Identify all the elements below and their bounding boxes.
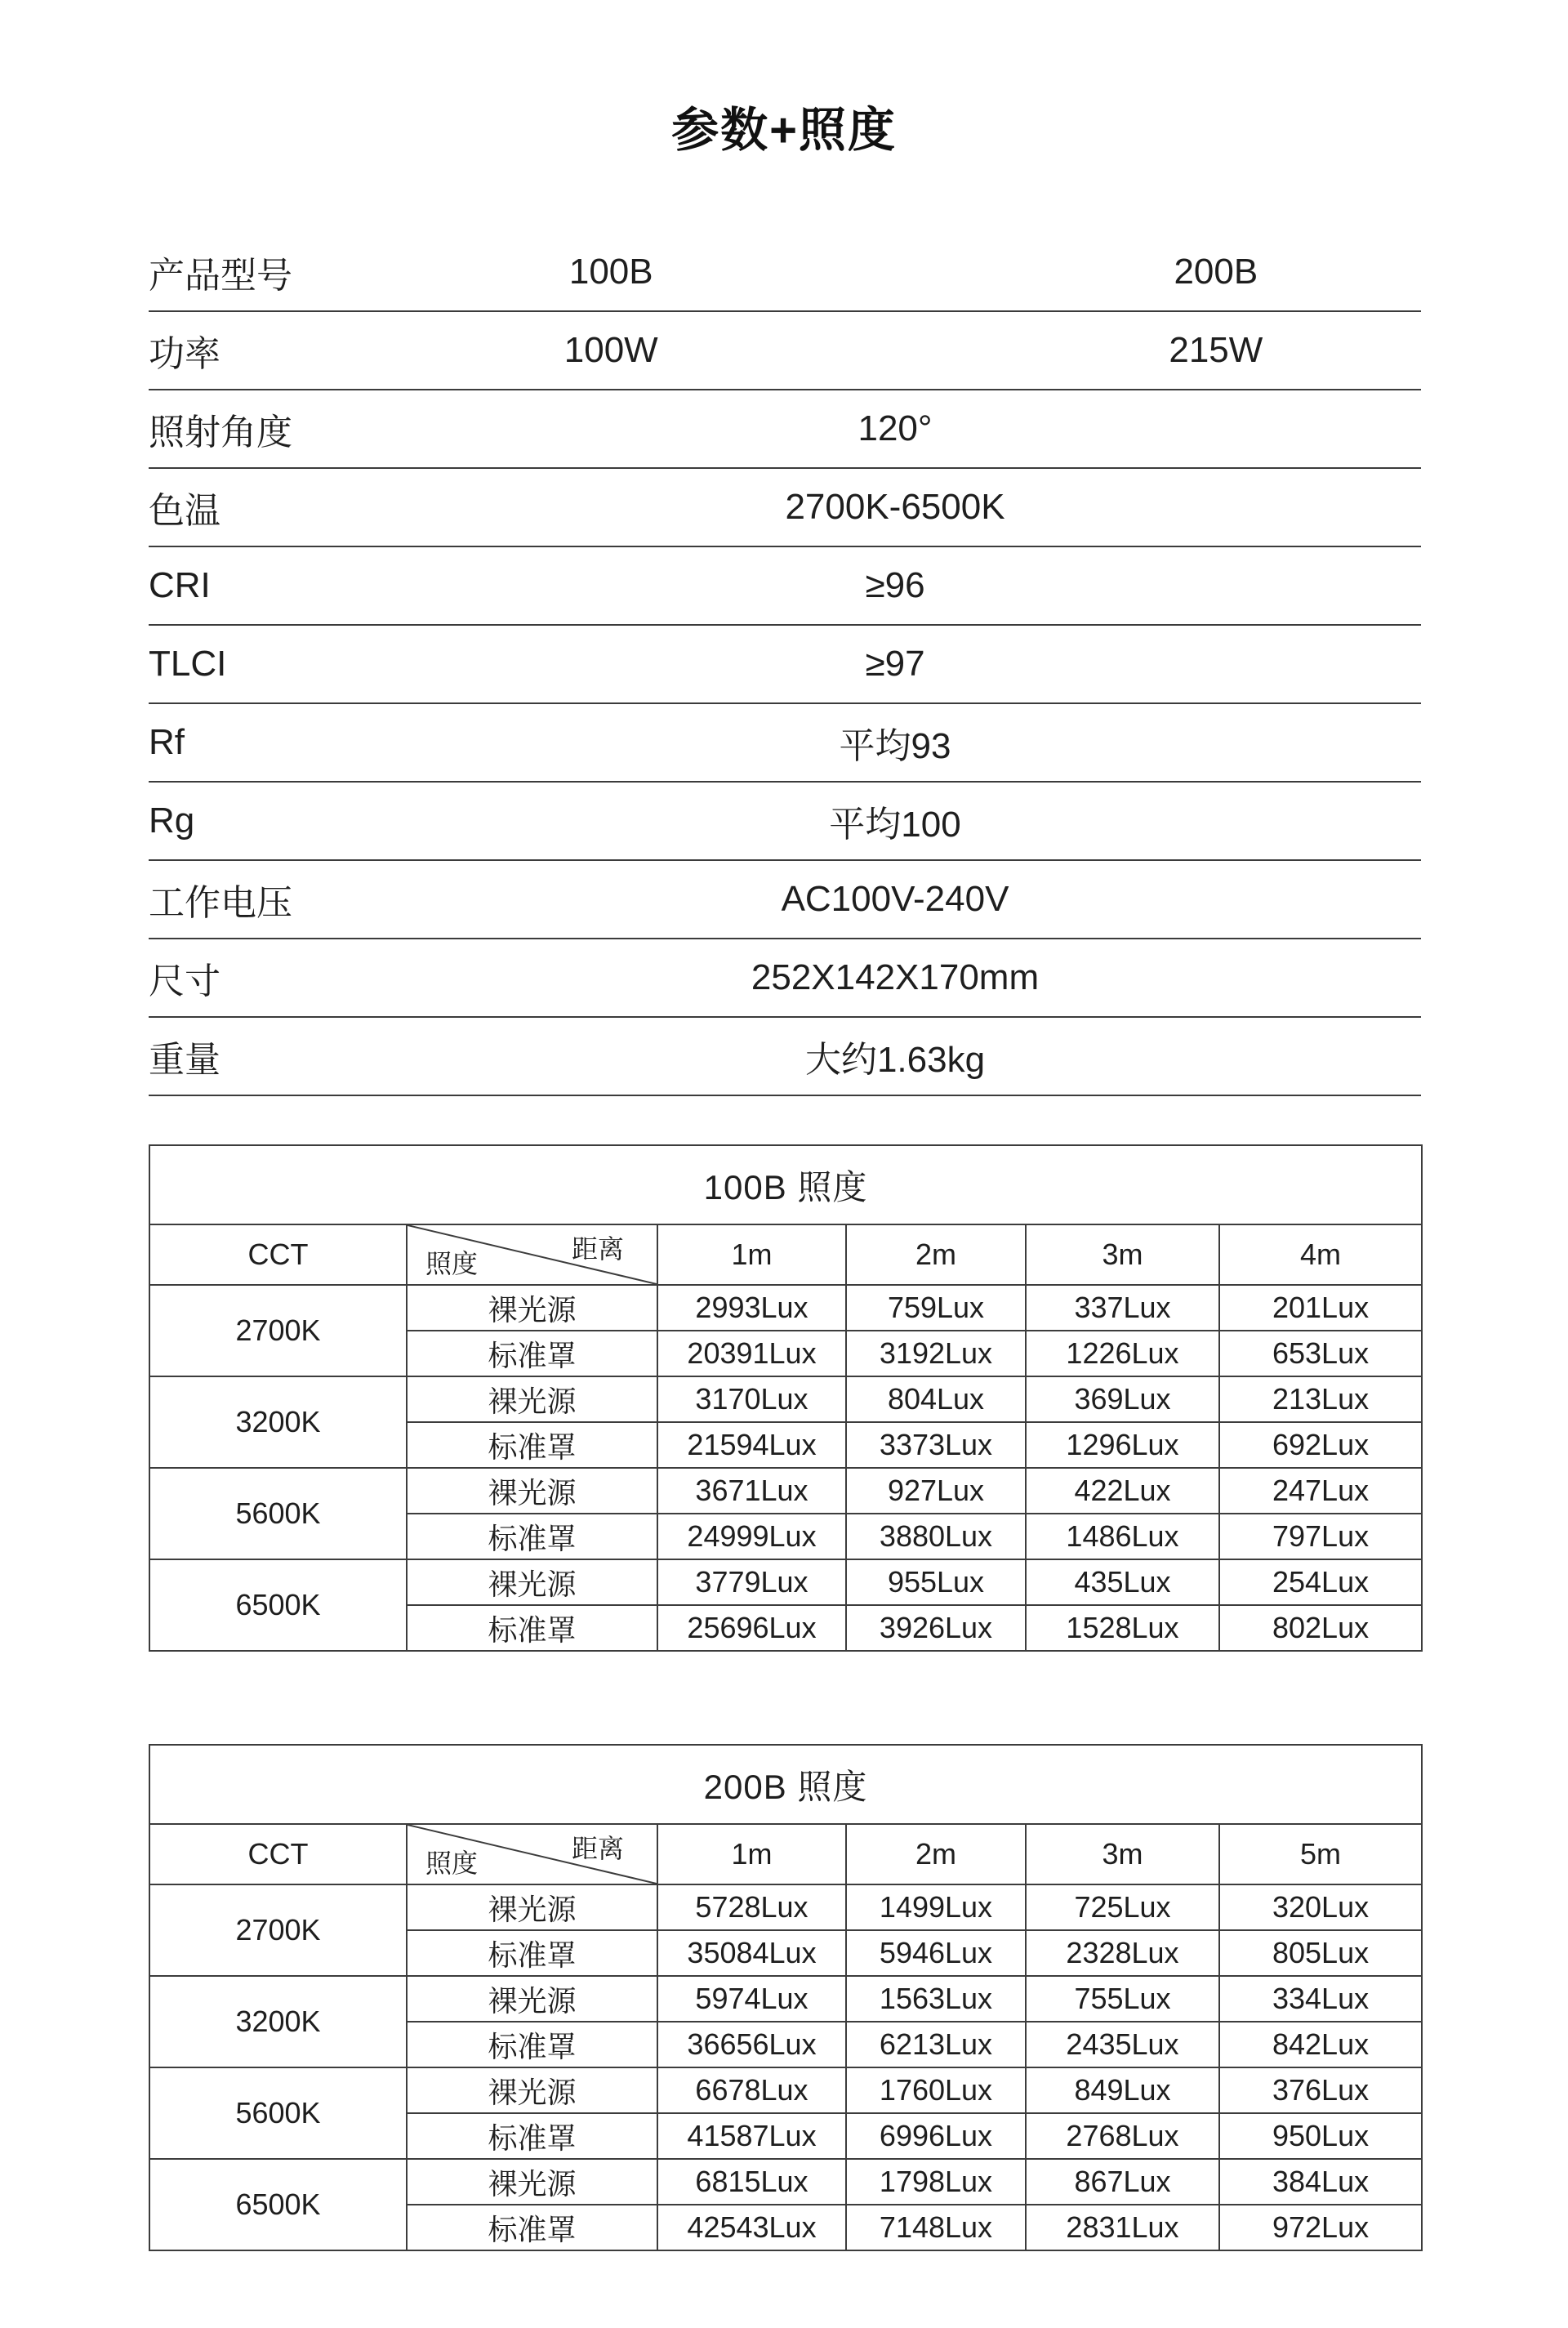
distance-header: 3m xyxy=(1026,1824,1219,1884)
row-type-cell: 裸光源 xyxy=(407,2067,657,2113)
row-type-cell: 标准罩 xyxy=(407,2022,657,2067)
corner-label-illuminance: 照度 xyxy=(425,1849,479,1878)
lux-cell: 422Lux xyxy=(1026,1468,1219,1514)
spec-row-voltage xyxy=(149,861,1421,939)
spec-value: 大约1.63kg xyxy=(804,1040,986,1080)
spec-list xyxy=(149,234,1421,1096)
distance-header: 2m xyxy=(846,1224,1026,1285)
distance-header: 3m xyxy=(1026,1224,1219,1285)
lux-cell: 25696Lux xyxy=(657,1605,846,1651)
cct-cell: 6500K xyxy=(149,1559,407,1651)
distance-header: 5m xyxy=(1219,1824,1422,1884)
spec-label: 工作电压 xyxy=(149,883,292,923)
spec-value-200b: 200B xyxy=(1174,252,1258,292)
lux-cell: 320Lux xyxy=(1219,1884,1422,1930)
row-type-cell: 标准罩 xyxy=(407,1422,657,1468)
lux-cell: 5974Lux xyxy=(657,1976,846,2022)
lux-cell: 972Lux xyxy=(1219,2205,1422,2250)
lux-cell: 725Lux xyxy=(1026,1884,1219,1930)
row-type-cell: 裸光源 xyxy=(407,1285,657,1331)
lux-cell: 36656Lux xyxy=(657,2022,846,2067)
lux-cell: 1296Lux xyxy=(1026,1422,1219,1468)
lux-cell: 927Lux xyxy=(846,1468,1026,1514)
spec-value-100b: 100W xyxy=(564,330,658,370)
lux-cell: 2831Lux xyxy=(1026,2205,1219,2250)
spec-value: 120° xyxy=(858,408,933,448)
lux-cell: 3926Lux xyxy=(846,1605,1026,1651)
spec-value: AC100V-240V xyxy=(781,879,1009,919)
spec-value-100b: 100B xyxy=(568,252,653,292)
lux-cell: 950Lux xyxy=(1219,2113,1422,2159)
spec-value-200b: 215W xyxy=(1169,330,1263,370)
corner-label-illuminance: 照度 xyxy=(425,1249,479,1278)
lux-cell: 1760Lux xyxy=(846,2067,1026,2113)
spec-value: ≥96 xyxy=(865,565,925,605)
lux-cell: 692Lux xyxy=(1219,1422,1422,1468)
lux-cell: 247Lux xyxy=(1219,1468,1422,1514)
row-type-cell: 标准罩 xyxy=(407,2113,657,2159)
spec-row-power xyxy=(149,312,1421,390)
lux-cell: 254Lux xyxy=(1219,1559,1422,1605)
lux-cell: 867Lux xyxy=(1026,2159,1219,2205)
lux-cell: 42543Lux xyxy=(657,2205,846,2250)
lux-cell: 2993Lux xyxy=(657,1285,846,1331)
lux-cell: 435Lux xyxy=(1026,1559,1219,1605)
lux-table-200b xyxy=(149,1744,1423,2251)
spec-value: 平均93 xyxy=(839,726,951,766)
lux-cell: 802Lux xyxy=(1219,1605,1422,1651)
lux-cell: 1499Lux xyxy=(846,1884,1026,1930)
lux-cell: 1486Lux xyxy=(1026,1514,1219,1559)
cct-cell: 2700K xyxy=(149,1285,407,1376)
row-type-cell: 标准罩 xyxy=(407,1930,657,1976)
spec-row-color-temp xyxy=(149,469,1421,547)
lux-cell: 5728Lux xyxy=(657,1884,846,1930)
spec-label: 照射角度 xyxy=(149,413,292,453)
lux-cell: 1226Lux xyxy=(1026,1331,1219,1376)
spec-row-beam-angle xyxy=(149,390,1421,469)
lux-cell: 2435Lux xyxy=(1026,2022,1219,2067)
lux-cell: 35084Lux xyxy=(657,1930,846,1976)
spec-row-model xyxy=(149,234,1421,312)
row-type-cell: 裸光源 xyxy=(407,1468,657,1514)
distance-header: 4m xyxy=(1219,1224,1422,1285)
lux-cell: 1563Lux xyxy=(846,1976,1026,2022)
lux-cell: 849Lux xyxy=(1026,2067,1219,2113)
lux-cell: 24999Lux xyxy=(657,1514,846,1559)
spec-value: 平均100 xyxy=(829,805,961,845)
cct-cell: 6500K xyxy=(149,2159,407,2250)
lux-cell: 805Lux xyxy=(1219,1930,1422,1976)
row-type-cell: 标准罩 xyxy=(407,1514,657,1559)
lux-cell: 797Lux xyxy=(1219,1514,1422,1559)
spec-label: CRI xyxy=(149,565,211,605)
distance-header: 1m xyxy=(657,1824,846,1884)
spec-row-rf xyxy=(149,704,1421,783)
lux-cell: 337Lux xyxy=(1026,1285,1219,1331)
cct-cell: 5600K xyxy=(149,1468,407,1559)
corner-label-distance: 距离 xyxy=(571,1834,624,1863)
lux-cell: 2768Lux xyxy=(1026,2113,1219,2159)
lux-cell: 842Lux xyxy=(1219,2022,1422,2067)
cct-cell: 5600K xyxy=(149,2067,407,2159)
lux-cell: 6213Lux xyxy=(846,2022,1026,2067)
lux-cell: 334Lux xyxy=(1219,1976,1422,2022)
lux-cell: 1798Lux xyxy=(846,2159,1026,2205)
lux-cell: 5946Lux xyxy=(846,1930,1026,1976)
spec-label: TLCI xyxy=(149,644,227,684)
lux-cell: 3170Lux xyxy=(657,1376,846,1422)
lux-table-100b xyxy=(149,1144,1423,1652)
lux-cell: 3880Lux xyxy=(846,1514,1026,1559)
row-type-cell: 标准罩 xyxy=(407,1331,657,1376)
distance-header: 2m xyxy=(846,1824,1026,1884)
spec-row-cri xyxy=(149,547,1421,626)
lux-cell: 3779Lux xyxy=(657,1559,846,1605)
lux-cell: 2328Lux xyxy=(1026,1930,1219,1976)
lux-cell: 21594Lux xyxy=(657,1422,846,1468)
corner-cell xyxy=(407,1224,657,1285)
cct-header: CCT xyxy=(149,1224,407,1285)
spec-label: 产品型号 xyxy=(149,256,292,296)
table-title: 200B 照度 xyxy=(149,1745,1422,1824)
lux-cell: 384Lux xyxy=(1219,2159,1422,2205)
corner-cell xyxy=(407,1824,657,1884)
spec-label: Rf xyxy=(149,722,185,762)
distance-header: 1m xyxy=(657,1224,846,1285)
spec-label: Rg xyxy=(149,801,195,841)
lux-cell: 3671Lux xyxy=(657,1468,846,1514)
lux-cell: 6815Lux xyxy=(657,2159,846,2205)
row-type-cell: 裸光源 xyxy=(407,2159,657,2205)
lux-cell: 201Lux xyxy=(1219,1285,1422,1331)
spec-value: ≥97 xyxy=(865,644,925,684)
spec-value: 2700K-6500K xyxy=(785,487,1005,527)
cct-cell: 3200K xyxy=(149,1376,407,1468)
lux-cell: 7148Lux xyxy=(846,2205,1026,2250)
lux-cell: 6678Lux xyxy=(657,2067,846,2113)
cct-cell: 3200K xyxy=(149,1976,407,2067)
lux-cell: 1528Lux xyxy=(1026,1605,1219,1651)
page-title: 参数+照度 xyxy=(671,104,897,157)
spec-label: 功率 xyxy=(149,334,220,374)
lux-cell: 3373Lux xyxy=(846,1422,1026,1468)
lux-cell: 955Lux xyxy=(846,1559,1026,1605)
lux-cell: 213Lux xyxy=(1219,1376,1422,1422)
spec-value: 252X142X170mm xyxy=(751,957,1040,997)
cct-cell: 2700K xyxy=(149,1884,407,1976)
cct-header: CCT xyxy=(149,1824,407,1884)
spec-label: 重量 xyxy=(149,1040,220,1080)
lux-cell: 369Lux xyxy=(1026,1376,1219,1422)
lux-cell: 653Lux xyxy=(1219,1331,1422,1376)
spec-label: 色温 xyxy=(149,491,220,531)
row-type-cell: 标准罩 xyxy=(407,1605,657,1651)
spec-row-rg xyxy=(149,783,1421,861)
lux-cell: 804Lux xyxy=(846,1376,1026,1422)
row-type-cell: 裸光源 xyxy=(407,1884,657,1930)
lux-cell: 41587Lux xyxy=(657,2113,846,2159)
lux-cell: 376Lux xyxy=(1219,2067,1422,2113)
spec-row-weight xyxy=(149,1018,1421,1096)
lux-cell: 759Lux xyxy=(846,1285,1026,1331)
spec-row-tlci xyxy=(149,626,1421,704)
lux-cell: 20391Lux xyxy=(657,1331,846,1376)
spec-label: 尺寸 xyxy=(149,961,220,1001)
table-title: 100B 照度 xyxy=(149,1145,1422,1224)
corner-label-distance: 距离 xyxy=(571,1234,624,1264)
row-type-cell: 标准罩 xyxy=(407,2205,657,2250)
row-type-cell: 裸光源 xyxy=(407,1976,657,2022)
spec-row-dimensions xyxy=(149,939,1421,1018)
row-type-cell: 裸光源 xyxy=(407,1376,657,1422)
lux-cell: 6996Lux xyxy=(846,2113,1026,2159)
lux-cell: 755Lux xyxy=(1026,1976,1219,2022)
lux-cell: 3192Lux xyxy=(846,1331,1026,1376)
row-type-cell: 裸光源 xyxy=(407,1559,657,1605)
